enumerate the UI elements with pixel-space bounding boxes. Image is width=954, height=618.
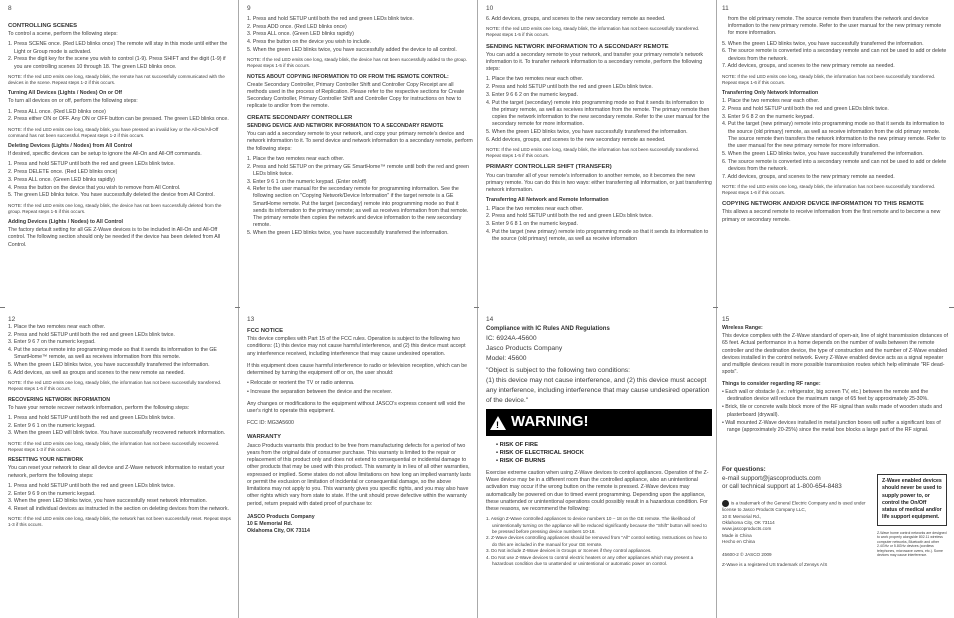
step: 2. Press ADD once. (Red LED blinks once)	[247, 23, 347, 30]
fold-tick	[0, 307, 5, 308]
address-line: Oklahoma City, OK 73114	[247, 528, 310, 535]
risk-item: • RISK OF ELECTRICAL SHOCK	[496, 449, 584, 456]
paragraph: You can add a secondary remote to your network, and copy your primary remote's device and network information to it. To send device and network information to a secondary remote, perform the following steps:	[247, 131, 473, 152]
model-line: 45600-2 © JASCO 2009	[722, 551, 772, 557]
step: 5. When the green LED blinks twice, you have successfully transferred the information.	[722, 150, 924, 157]
paragraph: Exercise extreme caution when using Z-Wave devices to control appliances. Operation of the Z-Wave device may be in a different room than the controlled appliance, also an unintentional activation may occur if the wrong button on the remote is pressed. Z-Wave devices may automatically be powered on due to timed event programming. Depending upon the appliance, these unattended or unintentional operations could possibly result in a hazardous condition. For these reasons, we recommend the following:	[486, 469, 709, 513]
fold-tick	[949, 307, 954, 308]
subheading: Turning All Devices (Lights / Nodes) On or Off	[8, 90, 123, 97]
ic-info	[486, 334, 712, 363]
bullet: • Wall mounted Z-Wave devices installed in metal junction boxes will suffer a significant loss of range (approximately 20-25%) since the metal box blocks a large part of the RF signal.	[722, 419, 941, 434]
note: NOTE: If the red LED emits one long, steady blink, the information has not been successfully transferred. Repeat steps 1-6 if this occurs.	[722, 73, 936, 85]
heading: CONTROLLING SCENES	[8, 23, 78, 29]
step-list	[247, 16, 473, 54]
bullet-list	[247, 380, 473, 395]
page-15	[722, 316, 948, 612]
bullet-list	[722, 389, 948, 434]
bullet: • Relocate or reorient the TV or radio antenna.	[247, 380, 355, 387]
warning-label: WARNING!	[511, 413, 589, 431]
recommendation: 1. Assign Z-Wave controlled appliances to device numbers 10 – 18 on the GE remote. The likelihood of unintentionally turning on the appliance will be reduced significantly because the "Shift" button will need to be pressed before pressing device numbers 10-18.	[486, 516, 707, 534]
bullet: • Brick, tile or concrete walls block more of the RF signal than walls made of wooden studs and plasterboard (drywall).	[722, 404, 943, 418]
page-11	[722, 5, 948, 301]
step: 1. Press and hold SETUP until both the red and green LEDs blink twice.	[8, 414, 175, 421]
note: NOTE: If the red LED emits one long, steady blink, the network has not been successfully reset. Repeat steps 1-3 if this occurs.	[8, 516, 231, 528]
license-block	[722, 500, 870, 546]
step: 6. The source remote is converted into a secondary remote and can not be used to add or delete devices from the network.	[722, 158, 947, 172]
page-12	[8, 316, 234, 612]
paragraph: This device complies with the Z-Wave standard of open-air, line of sight transmission distances of 65 feet. Actual performance in a home depends on the number of walls between the remote controller and the destination device, the type of construction and the number of Z-Wave enabled devices installed in the control network. Every Z-Wave enabled device acts as a signal repeater and multiple devices result in more possible transmission routes which help eliminate "RF dead-spots".	[722, 333, 948, 376]
step: 2. Press either ON or OFF. Any ON or OFF button can be pressed. The green LED blinks once.	[8, 116, 229, 123]
risk-item: • RISK OF BURNS	[496, 457, 546, 464]
step: 5. When the green LED blinks twice, you have successfully transferred the information.	[722, 40, 924, 47]
step: 2. Enter 9 6 1 on the numeric keypad.	[8, 422, 96, 429]
page-number: 9	[247, 5, 251, 12]
fold-tick	[713, 307, 718, 308]
step: 1. Press and hold SETUP until both the red and green LEDs blink twice.	[8, 482, 175, 489]
step: 2. Press and hold SETUP until both the red and green LEDs blink twice.	[486, 84, 653, 91]
address-line: JASCO Products Company	[247, 513, 315, 520]
paragraph: (1) this device may not cause interference, and (2) this device must accept any interference, including interference that may cause undesired operation of the device."	[486, 377, 710, 404]
address-line: 10 E Memorial Rd.	[247, 520, 293, 527]
paragraph: "Object is subject to the following two conditions:	[486, 367, 631, 375]
step-list	[8, 415, 234, 438]
step: 6. Add devices, groups, and scenes to the new secondary remote as needed.	[486, 136, 666, 143]
paragraph: You can reset your network to clear all device and Z-Wave network information to restart your network, perform the following steps:	[8, 465, 225, 479]
step: 7. Add devices, groups, and scenes to the new primary remote as needed.	[722, 173, 895, 180]
step-list	[247, 156, 473, 238]
license-line: 10 E Memorial Rd.,	[722, 513, 762, 519]
step: 3. Enter 9 6 6 2 on the numeric keypad.	[486, 91, 578, 98]
recommendation: 3. Do Not include Z-Wave devices in Groups or Scenes if they control appliances.	[486, 548, 652, 554]
step: 6. Add devices, as well as groups and scenes to the new remote as needed.	[8, 369, 185, 376]
step: 4. Press the button on the device that you wish to remove from All Control.	[8, 184, 181, 191]
note: NOTE: If the red LED emits one long, steady blink, the information has not been successfully transferred. Repeat steps 1-6 if this occurs.	[8, 380, 222, 392]
step: 2. Press DELETE once. (Red LED blinks once)	[8, 169, 118, 176]
contact-block	[722, 466, 870, 568]
note: NOTE: If the red LED emits one long, steady blink, the device has not been successfully added to the group. Repeat steps 1-5 if this occurs.	[247, 57, 468, 69]
note: NOTE: If the red LED emits one long, steady blink, the device has not been successfully deleted from the group. Repeat steps 1-5 if this occurs.	[8, 202, 222, 214]
step-list	[8, 109, 234, 124]
step: 3. Press ALL once. (Green LED blinks rapidly)	[8, 176, 115, 183]
license-line: www.jascoproducts.com	[722, 526, 772, 532]
step-list	[8, 483, 234, 513]
page-13	[247, 316, 473, 612]
paragraph: To control a scene, perform the following steps:	[8, 31, 118, 38]
paragraph: Jasco Products warrants this product to be free from manufacturing defects for a period of two years from the original date of consumer purchase. This warranty is limited to the repair or replacement of this product only and does not extend to consequential or incidental damage to other products that may be used with this product. This warranty is in lieu of all other warranties, expressed or implied. Some states do not allow limitations on how long an implied warranty lasts or permit the exclusion or limitation of incidental or consequential damage, so the above limitations may not apply to you. This warranty gives you specific rights, and you may also have other rights which vary from state to state. If the unit should prove defective within the warranty period, return prepaid with dated proof of purchase to:	[247, 442, 471, 507]
page-9	[247, 5, 473, 301]
step: 7. Add devices, groups, and scenes to the new primary remote as needed.	[722, 63, 895, 70]
subheading: Deleting Devices (Lights / Nodes) from All Control	[8, 143, 133, 149]
step: 2. Press the digit key for the scene you wish to control (1-9). Press SHIFT and the digit (1-9) if you are controlling scenes 10 through 18. The green LED blinks once.	[8, 56, 226, 70]
license-line: Oklahoma City, OK 73114	[722, 520, 775, 526]
trademark-line: Z-Wave is a registered US trademark of Zensys A/S	[722, 562, 828, 568]
page-number: 12	[8, 316, 16, 323]
paragraph: You can add a secondary remote to your network, and transfer your primary remote's network information to it. To transfer network information to a secondary remote, perform the following steps:	[486, 51, 704, 73]
paragraph: 6. Add devices, groups, and scenes to the new secondary remote as needed.	[486, 16, 666, 22]
page-number: 14	[486, 316, 494, 323]
step-list	[722, 41, 948, 71]
ic-line: Jasco Products Company	[486, 344, 563, 352]
step: 4. Put the source remote into programming mode so that it sends its information to the GE SmartHome™ remote, as well as receives information from this remote.	[8, 347, 217, 361]
paragraph: from the old primary remote. The source remote then transfers the network and device information to the new primary remote. Refer to the user manual for the new primary remote for more information.	[728, 16, 942, 37]
fold-tick	[235, 307, 240, 308]
step: 3. Enter 9 6 8 1 on the numeric keypad.	[486, 220, 578, 227]
recommendation-list	[486, 516, 712, 567]
subheading: Things to consider regarding RF range:	[722, 380, 821, 387]
step-list	[486, 206, 712, 244]
bullet: • Increase the separation between the device and the receiver.	[247, 388, 393, 395]
step: 1. Place the two remotes near each other.	[247, 155, 345, 162]
recommendation: 2. Z-Wave devices controlling appliances should be removed from "All" control setting. Instructions on how to do this are included in the manual for your GE remote.	[486, 535, 707, 547]
risk-item: • RISK OF FIRE	[496, 441, 538, 448]
paragraph: The factory default setting for all GE Z-Wave devices is to be included in All-On and All-Off control. The following section should only be needed if the device has been deleted from All Control.	[8, 227, 221, 248]
step: 3. Enter 9 6 1 on the numeric keypad. (Enter on/off)	[247, 178, 367, 185]
support-phone: or call technical support at 1-800-654-8483	[722, 483, 842, 491]
heading: WARRANTY	[247, 434, 282, 441]
recommendation: 4. Do Not use Z-Wave devices to control electric heaters or any other appliances which may present a hazardous condition due to unattended or unintentional or automatic power on control.	[486, 554, 694, 567]
paragraph: If this equipment does cause harmful interference to radio or television reception, which can be determined by turning the equipment off or on, the user should:	[247, 362, 468, 377]
step: 1. Place the two remotes near each other.	[8, 324, 106, 330]
heading: SENDING NETWORK INFORMATION TO A SECONDARY REMOTE	[486, 43, 669, 50]
step: 3. When the green LED blinks twice, you have successfully reset network information.	[8, 498, 208, 505]
ic-line: Model: 45600	[486, 354, 527, 362]
paragraph: To have your remote recover network information, perform the following steps:	[8, 404, 190, 411]
subheading: SENDING DEVICE AND NETWORK INFORMATION TO A SECONDARY REMOTE	[247, 122, 444, 129]
step: 4. Put the target (new primary) remote into programming mode so that it sends its information to the source (old primary) remote, as well as receive information	[486, 228, 709, 242]
step-list	[8, 161, 234, 199]
step: 2. Press and hold SETUP until both the red and green LEDs blink twice.	[486, 213, 653, 220]
page-number: 8	[8, 5, 12, 12]
step: 1. Press ALL once. (Red LED blinks once)	[8, 108, 106, 115]
step: 4. Reset all individual devices as instructed in the section on deleting devices from the network.	[8, 505, 229, 512]
subheading: NOTES ABOUT COPYING INFORMATION TO OR FROM THE REMOTE CONTROL:	[247, 73, 449, 80]
note: NOTE: If the red LED emits one long, steady blink, the information has not been successfully transferred. Repeat steps 1-5 if this occurs.	[486, 147, 700, 159]
step: 5. The green LED blinks twice. You have successfully deleted the device from All Control.	[8, 192, 215, 199]
paragraph: If desired, specific devices can be setup to ignore the All-On and All-Off commands.	[8, 151, 202, 158]
subheading: RESETTING YOUR NETWORK	[8, 457, 84, 464]
ic-line: IC: 6924A-45600	[486, 335, 537, 343]
step: 1. Place the two remotes near each other.	[722, 98, 820, 105]
support-email[interactable]: e-mail support@jascoproducts.com	[722, 474, 821, 482]
fcc-id: FCC ID: MG3A5600	[247, 420, 294, 427]
paragraph: Any changes or modifications to the equipment without JASCO's express consent will void the user's right to operate this equipment.	[247, 400, 466, 415]
step: 4. Put the target (secondary) remote into programming mode so that it sends its information to the primary remote, as well as receives information from the remote. The primary remote then copies the network information to the new secondary remote. Refer to the user manual for the secondary remote for more information.	[486, 99, 710, 128]
step: 1. Press and hold SETUP until both the red and green LEDs blink twice.	[8, 161, 175, 168]
warning-icon: !	[490, 416, 506, 430]
subheading: Transferring Only Network Information	[722, 90, 819, 97]
warning-banner	[486, 409, 712, 436]
step: 2. Press and hold SETUP until both the red and green LEDs blink twice.	[722, 105, 889, 112]
subheading: RECOVERING NETWORK INFORMATION	[8, 396, 110, 403]
step: 1. Place the two remotes near each other.	[486, 76, 584, 83]
license-line: Made in China	[722, 532, 752, 538]
step: 1. Place the two remotes near each other.	[486, 205, 584, 212]
page-number: 13	[247, 316, 255, 323]
fold-line	[716, 0, 717, 618]
paragraph: This allows a second remote to receive information from the first remote and to become a new primary or secondary remote.	[722, 209, 941, 223]
heading: Compliance with IC Rules AND Regulations	[486, 326, 610, 332]
step: 3. Enter 9 6 7 on the numeric keypad.	[8, 339, 96, 346]
questions-heading: For questions:	[722, 466, 766, 473]
paragraph: Create Secondary Controller, Primary Controller Shift and Controller Copy Receipt are all methods used in the process of Replication. Please refer to the respective sections for Create Secondary Controller, Primary Controller Shift and Controller Copy for instructions on how to replicate to and/or from the remote.	[247, 81, 465, 110]
subheading: Transferring All Network and Remote Information	[486, 197, 609, 204]
paragraph: This device complies with Part 15 of the FCC rules. Operation is subject to the following two conditions: (1) this device may not cause harmful interference, and (2) this device must accept any interference received, including interference that may cause undesired operation.	[247, 336, 466, 357]
step: 4. Press the button on the device you wish to include.	[247, 39, 372, 46]
paragraph: To turn all devices on or off, perform the following steps:	[8, 98, 138, 105]
step: 4. Refer to the user manual for the secondary remote for programming information. See the following section on "Copying Network/Device Information" if the target remote is a GE SmartHome remote. Put the target (secondary) remote into programming mode so that it sends its information to the primary remote; as well as receives information from that remote. The primary remote then copies the network and device information to the new secondary remote.	[247, 186, 469, 229]
step: 2. Press and hold SETUP until both the red and green LEDs blink twice.	[8, 331, 175, 338]
bullet: • Each wall or obstacle (i.e.: refrigerator, big screen TV, etc.) between the remote and the destination device will reduce the maximum range of 65 feet by approximately 25-30%.	[722, 388, 929, 403]
license-line: Hecho en China	[722, 539, 755, 545]
paragraph: You can transfer all of your remote's information to another remote, so it becomes the new primary remote. You can do this in two ways: either transferring all information, or just transferring network information.	[486, 172, 712, 194]
step: 3. Press ALL once. (Green LED blinks rapidly)	[247, 31, 354, 38]
page-number: 10	[486, 5, 494, 12]
note: NOTE: If the red LED emits one long, steady blink, the information has not been successfully recovered. Repeat steps 1-3 if this occurs.	[8, 440, 220, 452]
step: 1. Press and hold SETUP until both the red and green LEDs blink twice.	[247, 16, 414, 22]
zwave-warning-box: Z-Wave enabled devices should never be used to supply power to, or control the On/Off status of medical and/or life support equipment.	[877, 474, 947, 526]
step: 3. Enter 9 6 8 2 on the numeric keypad.	[722, 113, 814, 120]
fold-tick	[474, 307, 479, 308]
note: NOTE: If the red LED emits one long, steady blink, the information has not been successfully transferred. Repeat steps 1-6 if this occurs.	[722, 183, 936, 196]
step: 2. Press and hold SETUP on the primary GE SmartHome™ remote until both the red and green LEDs blink twice.	[247, 163, 469, 177]
page-10	[486, 5, 712, 301]
step-list	[8, 324, 234, 377]
zwave-side	[877, 474, 947, 558]
heading: PRIMARY CONTROLLER SHIFT (TRANSFER)	[486, 164, 612, 171]
step: 1. Press SCENE once. (Red LED blinks once) The remote will stay in this mode until either the Light or Group mode is activated.	[8, 41, 228, 55]
subheading: Wireless Range:	[722, 325, 763, 331]
page-8	[8, 5, 234, 301]
zwave-small-print: Z-Wave home control networks are designed to work properly alongside 802.11 wireless computer networks, Bluetooth and other 2.4GHz or 5.8GHz devices (cordless telephones, microwave ovens, etc.). Some devices may cause interference.	[877, 530, 947, 558]
step-list	[486, 76, 712, 144]
address	[247, 514, 473, 536]
step: 5. When the green LED blinks twice, you have successfully added the device to all control.	[247, 46, 457, 53]
note: NOTE: If the red LED emits one long, steady blink, the information has not been successfully transferred. Repeat steps 1-5 if this occurs.	[486, 26, 700, 38]
step: 5. When the green LED blinks twice, you have successfully transferred the information.	[8, 362, 210, 369]
step: 3. When the green LED will blink twice. You have successfully recovered network information.	[8, 430, 226, 437]
note: NOTE: If the red LED emits one long, steady blink, you have pressed an invalid key or the All-On/All-Off command has not been successful. Repeat steps 1-2 if this occurs.	[8, 126, 219, 138]
page-14	[486, 316, 712, 612]
step: 5. When the green LED blinks twice, you have successfully transferred the information.	[247, 230, 449, 237]
heading: CREATE SECONDARY CONTROLLER	[247, 114, 353, 121]
step: 2. Enter 9 6 9 on the numeric keypad.	[8, 490, 96, 497]
ge-logo-icon	[722, 500, 729, 507]
step-list	[8, 41, 234, 70]
fold-line	[238, 0, 239, 618]
note: NOTE: If the red LED emits one long, steady blink, the remote has not successfully communicated with the devices in the scene. Repeat steps 1-2 if this occurs.	[8, 73, 225, 85]
subheading: Adding Devices (Lights / Nodes) to All Control	[8, 219, 124, 226]
page-number: 11	[722, 5, 729, 12]
license-line: is a trademark of the General Electric Company and is used under license to Jasco Products Company LLC,	[722, 500, 866, 513]
heading: FCC NOTICE	[247, 328, 283, 334]
heading: COPYING NETWORK AND/OR DEVICE INFORMATION TO THIS REMOTE	[722, 201, 924, 208]
step: 4. Put the target (new primary) remote into programming mode so that it sends its information to the source (old primary) remote, as well as receive information from the old primary remote. The source remote then transfers the network information to the new primary remote. Refer to the user manual for the new primary remote for more information.	[722, 121, 946, 150]
page-number: 15	[722, 316, 730, 323]
fold-line	[477, 0, 478, 618]
step-list	[722, 98, 948, 181]
risk-list	[496, 442, 712, 466]
step: 6. The source remote is converted into a secondary remote and can not be used to add or delete devices from the network.	[722, 48, 947, 62]
step: 5. When the green LED blinks twice, you have successfully transferred the information.	[486, 129, 688, 136]
